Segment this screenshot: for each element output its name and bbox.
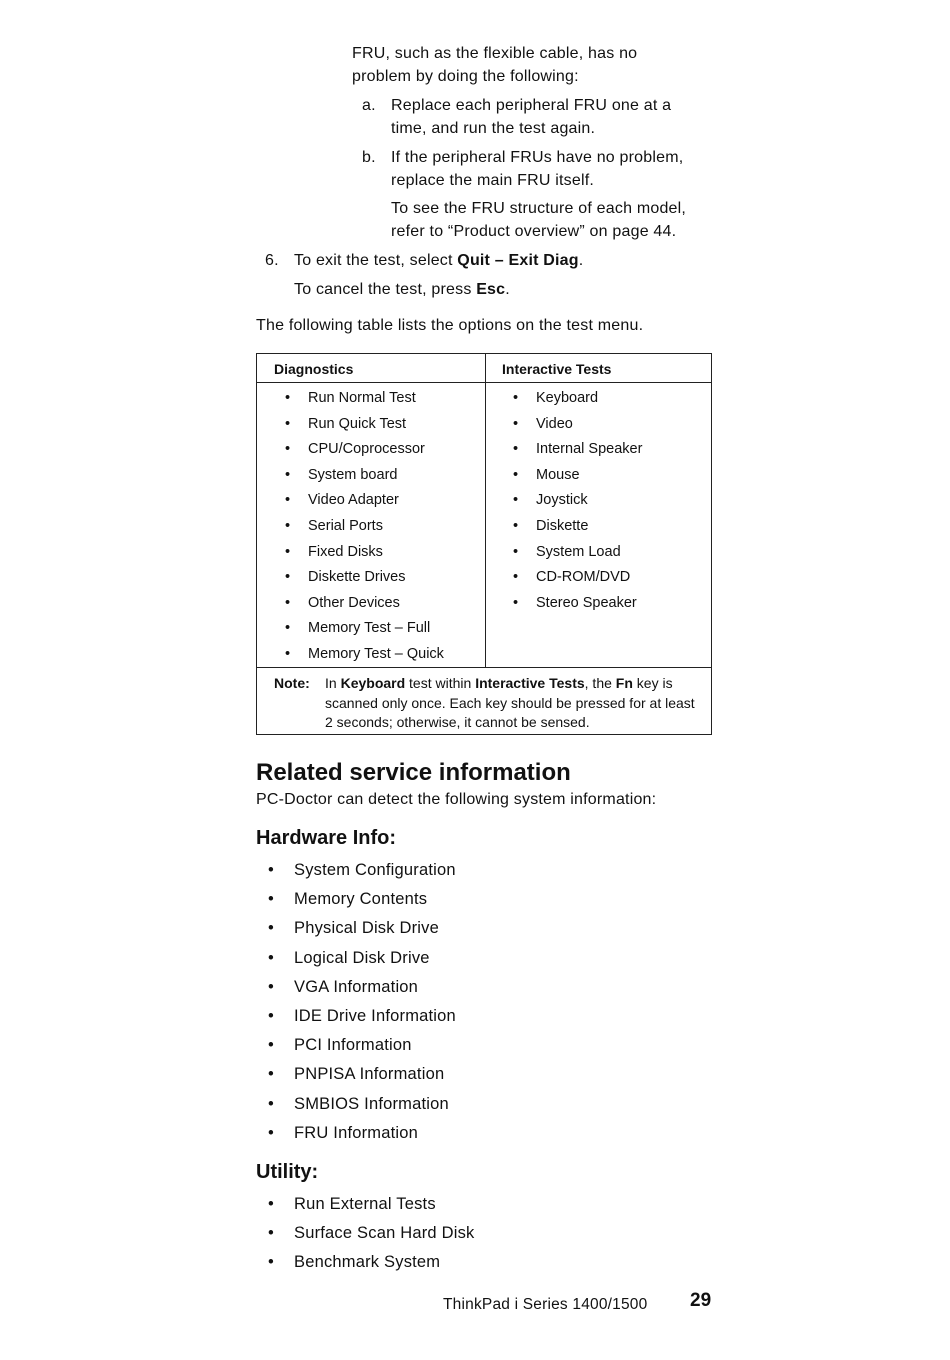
step-b-line-2: replace the main FRU itself. [391,172,595,189]
table-header-divider [257,382,711,383]
diagnostics-item: • Memory Test – Full [285,619,444,645]
interactive-test-item: • Keyboard [513,389,642,415]
interactive-test-item: • Diskette [513,517,642,543]
fru-reference [391,197,686,243]
hardware-info-item: • PNPISA Information [268,1064,456,1093]
diagnostics-item: • Run Normal Test [285,389,444,415]
hardware-info-item: • SMBIOS Information [268,1094,456,1123]
note-label: Note: [274,675,310,691]
interactive-test-item: • Joystick [513,491,642,517]
note-keyboard: Keyboard [340,675,406,691]
note-interactive-tests: Interactive Tests [475,675,585,691]
step-6-suffix: . [578,252,584,269]
step-a-marker: a. [362,97,376,114]
hardware-info-item: • Memory Contents [268,889,456,918]
related-service-heading: Related service information [256,759,571,786]
footer-product: ThinkPad i Series 1400/1500 [443,1296,648,1313]
note-t4: key is scanned only once. Each key should be pressed for at least 2 seconds; otherwise, it cannot be sensed. [325,675,695,730]
diagnostics-item: • Video Adapter [285,491,444,517]
hardware-info-item: • FRU Information [268,1123,456,1152]
diagnostics-item: • Memory Test – Quick [285,645,444,671]
utility-list [268,1194,474,1282]
hardware-info-item: • System Configuration [268,860,456,889]
interactive-test-item: • Mouse [513,466,642,492]
note-text [325,674,699,733]
intro-paragraph [352,42,637,88]
diagnostics-item: • Other Devices [285,594,444,620]
utility-item: • Benchmark System [268,1252,474,1281]
note-fn: Fn [615,675,633,691]
note-t2: test within [405,675,476,691]
interactive-test-item: • CD-ROM/DVD [513,568,642,594]
step-a-text [391,94,671,140]
step-6-cancel-text [294,278,510,301]
step-b-text [391,146,683,192]
step-6-number: 6. [265,252,279,269]
interactive-test-item: • Video [513,415,642,441]
table-intro: The following table lists the options on the test menu. [256,317,644,334]
utility-item: • Run External Tests [268,1194,474,1223]
hardware-info-list [268,860,456,1152]
hardware-info-item: • Physical Disk Drive [268,918,456,947]
intro-line-1: FRU, such as the flexible cable, has no [352,45,638,62]
interactive-test-item: • System Load [513,543,642,569]
table-note [274,674,699,733]
related-service-subtitle: PC-Doctor can detect the following system information: [256,791,657,808]
step-a-line-1: Replace each peripheral FRU one at a [391,97,672,114]
diagnostics-item: • CPU/Coprocessor [285,440,444,466]
utility-item: • Surface Scan Hard Disk [268,1223,474,1252]
hardware-info-item: • Logical Disk Drive [268,948,456,977]
hardware-info-item: • IDE Drive Information [268,1006,456,1035]
step-a-line-2: time, and run the test again. [391,120,596,137]
diagnostics-item: • Diskette Drives [285,568,444,594]
diagnostics-item: • Fixed Disks [285,543,444,569]
step-6-cancel-suffix: . [505,281,510,298]
step-6-cancel-key: Esc [476,281,506,298]
diagnostics-item: • Serial Ports [285,517,444,543]
fru-reference-line-1: To see the FRU structure of each model, [391,200,687,217]
table-column-divider [485,354,486,667]
interactive-test-item: • Internal Speaker [513,440,642,466]
hardware-info-item: • VGA Information [268,977,456,1006]
note-t1: In [325,675,341,691]
step-b-line-1: If the peripheral FRUs have no problem, [391,149,684,166]
interactive-tests-header: Interactive Tests [502,361,612,377]
utility-heading: Utility: [256,1161,319,1183]
note-t3: , the [584,675,616,691]
diagnostics-header: Diagnostics [274,361,354,377]
step-6-text [294,249,583,272]
page-number: 29 [690,1290,712,1311]
test-menu-table [256,353,712,735]
hardware-info-item: • PCI Information [268,1035,456,1064]
step-6-cancel-prefix: To cancel the test, press [294,281,477,298]
intro-line-2: problem by doing the following: [352,68,579,85]
interactive-test-item: • Stereo Speaker [513,594,642,620]
hardware-info-heading: Hardware Info: [256,827,397,849]
step-b-marker: b. [362,149,376,166]
diagnostics-item: • System board [285,466,444,492]
step-6-command: Quit – Exit Diag [457,252,579,269]
step-6-prefix: To exit the test, select [294,252,458,269]
diagnostics-list [285,389,444,671]
diagnostics-item: • Run Quick Test [285,415,444,441]
fru-reference-line-2: refer to “Product overview” on page 44. [391,223,677,240]
interactive-tests-list [513,389,642,619]
